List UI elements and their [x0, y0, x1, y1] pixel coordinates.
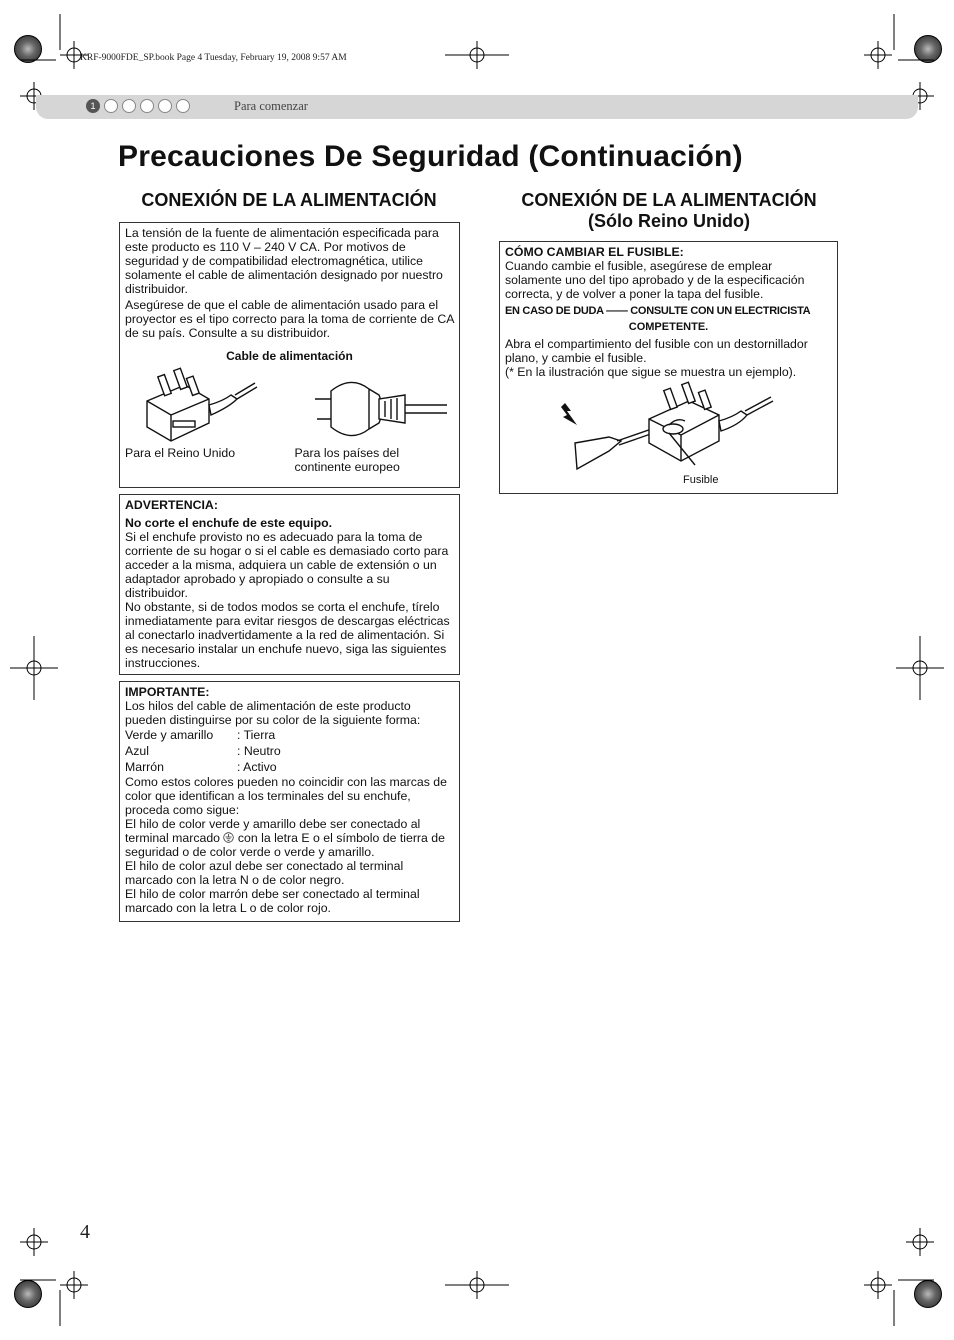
fuse-caption: Fusible — [683, 474, 719, 486]
fuse-box — [499, 241, 838, 494]
fuse-paragraph-3: (* En la ilustración que sigue se muestra un ejemplo). — [505, 365, 797, 379]
earth-ground-icon — [223, 832, 234, 843]
chapter-step-indicator — [86, 99, 190, 113]
wire-row — [125, 727, 454, 743]
important-box — [119, 681, 460, 922]
power-plugs-illustration — [125, 365, 455, 445]
page-number: 4 — [80, 1221, 90, 1243]
print-info: KRF-9000FDE_SP.book Page 4 Tuesday, February 19, 2008 9:57 AM — [80, 53, 347, 63]
wire-meaning: : Activo — [237, 760, 277, 774]
doubt-line-1: EN CASO DE DUDA —— CONSULTE CON UN ELECTRICISTA — [505, 305, 811, 317]
down-arrow-icon — [561, 403, 577, 425]
page-title: Precauciones De Seguridad (Continuación) — [118, 140, 743, 173]
important-title: IMPORTANTE: — [125, 685, 210, 699]
wire-row — [125, 759, 454, 775]
section-label: Para comenzar — [234, 99, 308, 113]
right-section-heading — [499, 190, 839, 232]
important-paragraph-3a: El hilo de color verde y amarillo debe ser conectado al terminal marcado — [125, 817, 421, 845]
step-dot — [176, 99, 190, 113]
important-paragraph-3 — [125, 817, 454, 859]
warning-paragraph-1: Si el enchufe provisto no es adecuado para la toma de corriente de su hogar o si el cable es demasiado corto para acceder a la misma, adquiera un cable de extensión o un adaptador aprobado y apropiado o consulte a su distribuidor. — [125, 530, 449, 600]
warning-paragraph-2: No obstante, si de todos modos se corta el enchufe, tírelo inmediatamente para evitar riesgos de descargas eléctricas al conectarlo inadvertidamente a la red de alimentación. Si es necesario instalar un enchufe nuevo, siga las siguientes instrucciones. — [125, 600, 450, 670]
important-paragraph-3b: con la letra E o el símbolo de tierra de seguridad o de color verde o verde y amarillo. — [125, 831, 445, 859]
step-dot — [122, 99, 136, 113]
step-dot-active: 1 — [86, 99, 100, 113]
eu-plug-caption: Para los países del continente europeo — [294, 446, 400, 474]
uk-plug-icon — [147, 368, 257, 441]
step-dot — [104, 99, 118, 113]
right-heading-line-1: CONEXIÓN DE LA ALIMENTACIÓN — [521, 190, 817, 210]
wire-color: Marrón — [125, 760, 164, 774]
important-paragraph-4: El hilo de color azul debe ser conectado al terminal marcado con la letra N o de color negro. — [125, 859, 404, 887]
power-paragraph-2: Asegúrese de que el cable de alimentación usado para el proyector es el tipo correcto para la toma de corriente de CA de su país. Consulte a su distribuidor. — [125, 298, 454, 340]
doubt-line-2: COMPETENTE. — [628, 321, 709, 333]
warning-subtitle: No corte el enchufe de este equipo. — [125, 516, 333, 530]
fuse-replacement-illustration — [505, 381, 833, 471]
important-intro: Los hilos del cable de alimentación de este producto pueden distinguirse por su color de la siguiente forma: — [125, 699, 421, 727]
important-paragraph-5: El hilo de color marrón debe ser conectado al terminal marcado con la letra L o de color rojo. — [125, 887, 420, 915]
warning-title: ADVERTENCIA: — [125, 498, 218, 512]
fuse-paragraph-2: Abra el compartimiento del fusible con un destornillador plano, y cambie el fusible. — [505, 337, 808, 365]
uk-plug-fuse-icon — [649, 382, 773, 465]
fuse-title: CÓMO CAMBIAR EL FUSIBLE: — [505, 245, 684, 259]
cable-caption: Cable de alimentación — [226, 349, 353, 363]
wire-meaning: : Neutro — [237, 744, 281, 758]
power-supply-box — [119, 222, 460, 488]
step-dot — [158, 99, 172, 113]
eu-plug-icon — [315, 382, 447, 435]
wire-color: Verde y amarillo — [125, 728, 214, 742]
important-paragraph-2: Como estos colores pueden no coincidir con las marcas de color que identifican a los terminales del su enchufe, proceda como sigue: — [125, 775, 447, 817]
warning-box — [119, 494, 460, 675]
step-dot — [140, 99, 154, 113]
uk-plug-caption: Para el Reino Unido — [125, 446, 236, 460]
power-paragraph-1: La tensión de la fuente de alimentación especificada para este producto es 110 V – 240 V CA. Por motivos de seguridad y de compatibilidad electromagnética, utilice solamente el cable de alimentación designado por nuestro distribuidor. — [125, 226, 443, 296]
left-section-heading: CONEXIÓN DE LA ALIMENTACIÓN — [141, 190, 437, 210]
wire-row — [125, 743, 454, 759]
fuse-paragraph-1: Cuando cambie el fusible, asegúrese de emplear solamente uno del tipo aprobado y de la especificación correcta, y de volver a poner la tapa del fusible. — [505, 259, 805, 301]
wire-meaning: : Tierra — [237, 728, 276, 742]
wire-color: Azul — [125, 744, 149, 758]
right-heading-line-2: (Sólo Reino Unido) — [588, 211, 750, 231]
